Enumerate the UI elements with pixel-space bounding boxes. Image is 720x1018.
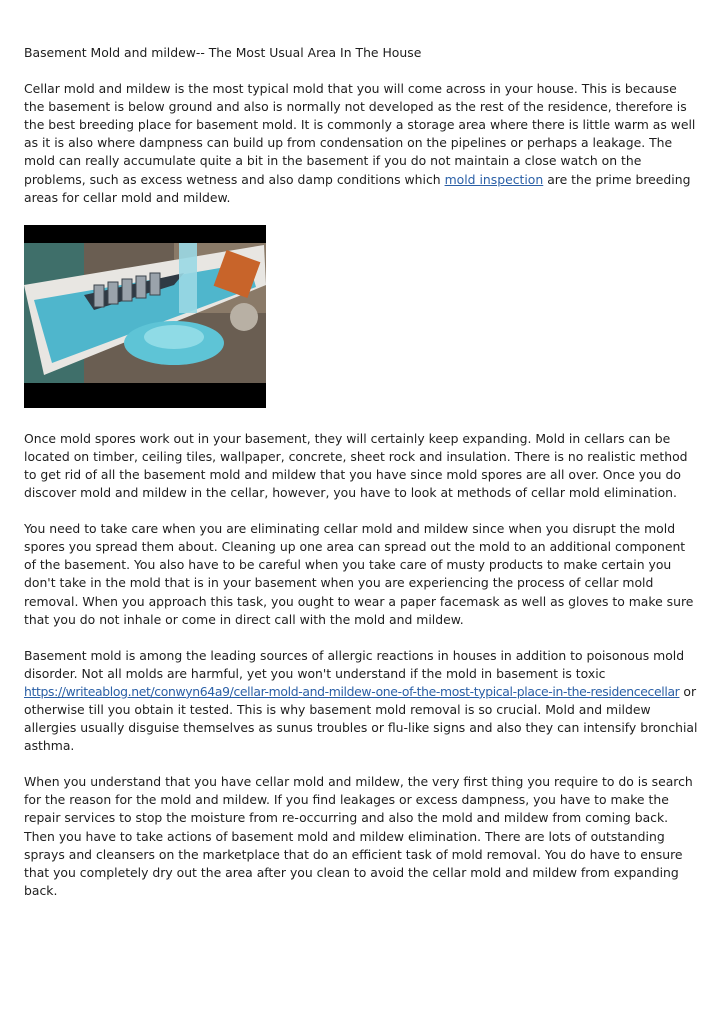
document-title: Basement Mold and mildew-- The Most Usual Area In The House: [24, 45, 422, 60]
paragraph-4-text-b: or otherwise till you obtain it tested. This is why basement mold removal is so crucial. Mold and mildew allergies usually disguise themselves as sunus troubles or flu-like signs and also they can intensify bronchial asthma.: [24, 683, 698, 754]
paragraph-4: [24, 647, 698, 756]
mold-casting-photo: [24, 225, 266, 408]
paragraph-5: When you understand that you have cellar mold and mildew, the very first thing you require to do is search for the reason for the mold and mildew. If you find leakages or excess dampness, you have to make the repair services to stop the moisture from re-occurring and also the mold and mildew from coming back. Then you have to take actions of basement mold and mildew elimination. There are lots of outstanding sprays and cleansers on the marketplace that do an efficient task of mold removal. You do have to ensure that you completely dry out the area after you clean to avoid the cellar mold and mildew from expanding back.: [24, 774, 693, 898]
photo-illustration: [24, 225, 266, 408]
paragraph-1: [24, 80, 698, 207]
paragraph-4-text-a: Basement mold is among the leading sources of allergic reactions in houses in addition to poisonous mold disorder. Not all molds are harmful, yet you won't understand if the mold in basement is toxic: [24, 647, 685, 681]
writeablog-link[interactable]: https://writeablog.net/conwyn64a9/cellar-mold-and-mildew-one-of-the-most-typical-place-in-the-residencecellar: [24, 683, 680, 699]
paragraph-1-text-a: Cellar mold and mildew is the most typical mold that you will come across in your house. This is because the basement is below ground and also is normally not developed as the rest of the residence, therefore is the best breeding place for basement mold. It is commonly a storage area where there is little warm as well as it is also where dampness can build up from condensation on the pipelines or perhaps a leakage. The mold can really accumulate quite a bit in the basement if you do not maintain a close watch on the problems, such as excess wetness and also damp conditions which: [24, 81, 696, 187]
mold-inspection-link[interactable]: mold inspection: [444, 171, 544, 187]
paragraph-1-text-b: are the prime breeding areas for cellar mold and mildew.: [24, 171, 691, 205]
document-page: [24, 44, 698, 918]
paragraph-2: Once mold spores work out in your basement, they will certainly keep expanding. Mold in cellars can be located on timber, ceiling tiles, wallpaper, concrete, sheet rock and insulation. There is no realistic method to get rid of all the basement mold and mildew that you have since mold spores are all over. Once you do discover mold and mildew in the cellar, however, you have to look at methods of cellar mold elimination.: [24, 430, 688, 501]
paragraph-3: You need to take care when you are eliminating cellar mold and mildew since when you disrupt the mold spores you spread them about. Cleaning up one area can spread out the mold to an additional component of the basement. You also have to be careful when you take care of musty products to make certain you don't take in the mold that is in your basement when you are experiencing the process of cellar mold removal. When you approach this task, you ought to wear a paper facemask as well as gloves to make sure that you do not inhale or come in direct call with the mold and mildew.: [24, 521, 694, 627]
